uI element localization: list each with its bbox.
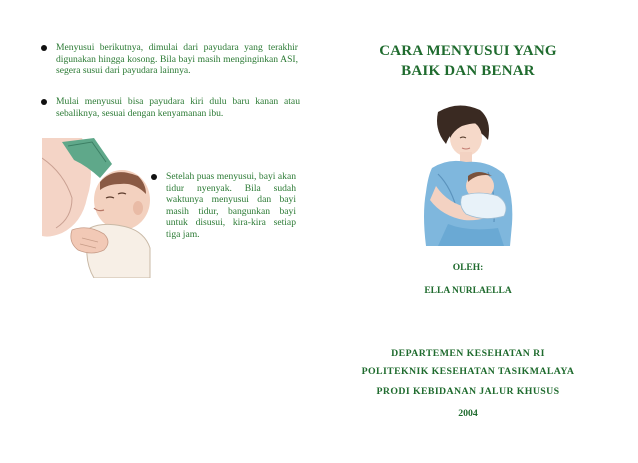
by-label: OLEH: (452, 263, 484, 273)
author-name: ELLA NURLAELLA (424, 286, 512, 296)
tip-text-1: Menyusui berikutnya, dimulai dari payudara yang terakhir digunakan hingga kosong. Bila bayi masih menginginkan ASI, segera susui dari payudara lainnya. (56, 42, 298, 77)
tip-item-2 (56, 96, 300, 119)
mother-nursing-baby-illustration (418, 104, 524, 246)
tip-text-3: Setelah puas menyusui, bayi akan tidur nyenyak. Bila sudah waktunya menyusui dan bayi masih tidur, bangunkan bayi untuk disusui, kira-kira setiap tiga jam. (166, 171, 296, 240)
bullet-icon (41, 99, 47, 105)
institution-line-3: PRODI KEBIDANAN JALUR KHUSUS (376, 386, 560, 397)
title-line-2: BAIK DAN BENAR (401, 63, 535, 79)
left-panel (0, 0, 318, 463)
publication-year: 2004 (458, 408, 478, 419)
tip-text-2: Mulai menyusui bisa payudara kiri dulu baru kanan atau sebaliknya, sesuai dengan kenyamanan ibu. (56, 96, 300, 119)
tip-item-3 (166, 171, 296, 241)
institution-line-2: POLITEKNIK KESEHATAN TASIKMALAYA (361, 366, 575, 377)
title-line-1: CARA MENYUSUI YANG (379, 43, 557, 59)
institution-line-1: DEPARTEMEN KESEHATAN RI (391, 348, 545, 359)
breastfeeding-closeup-illustration (42, 138, 152, 278)
tip-item-1 (56, 42, 298, 77)
bullet-icon (41, 45, 47, 51)
